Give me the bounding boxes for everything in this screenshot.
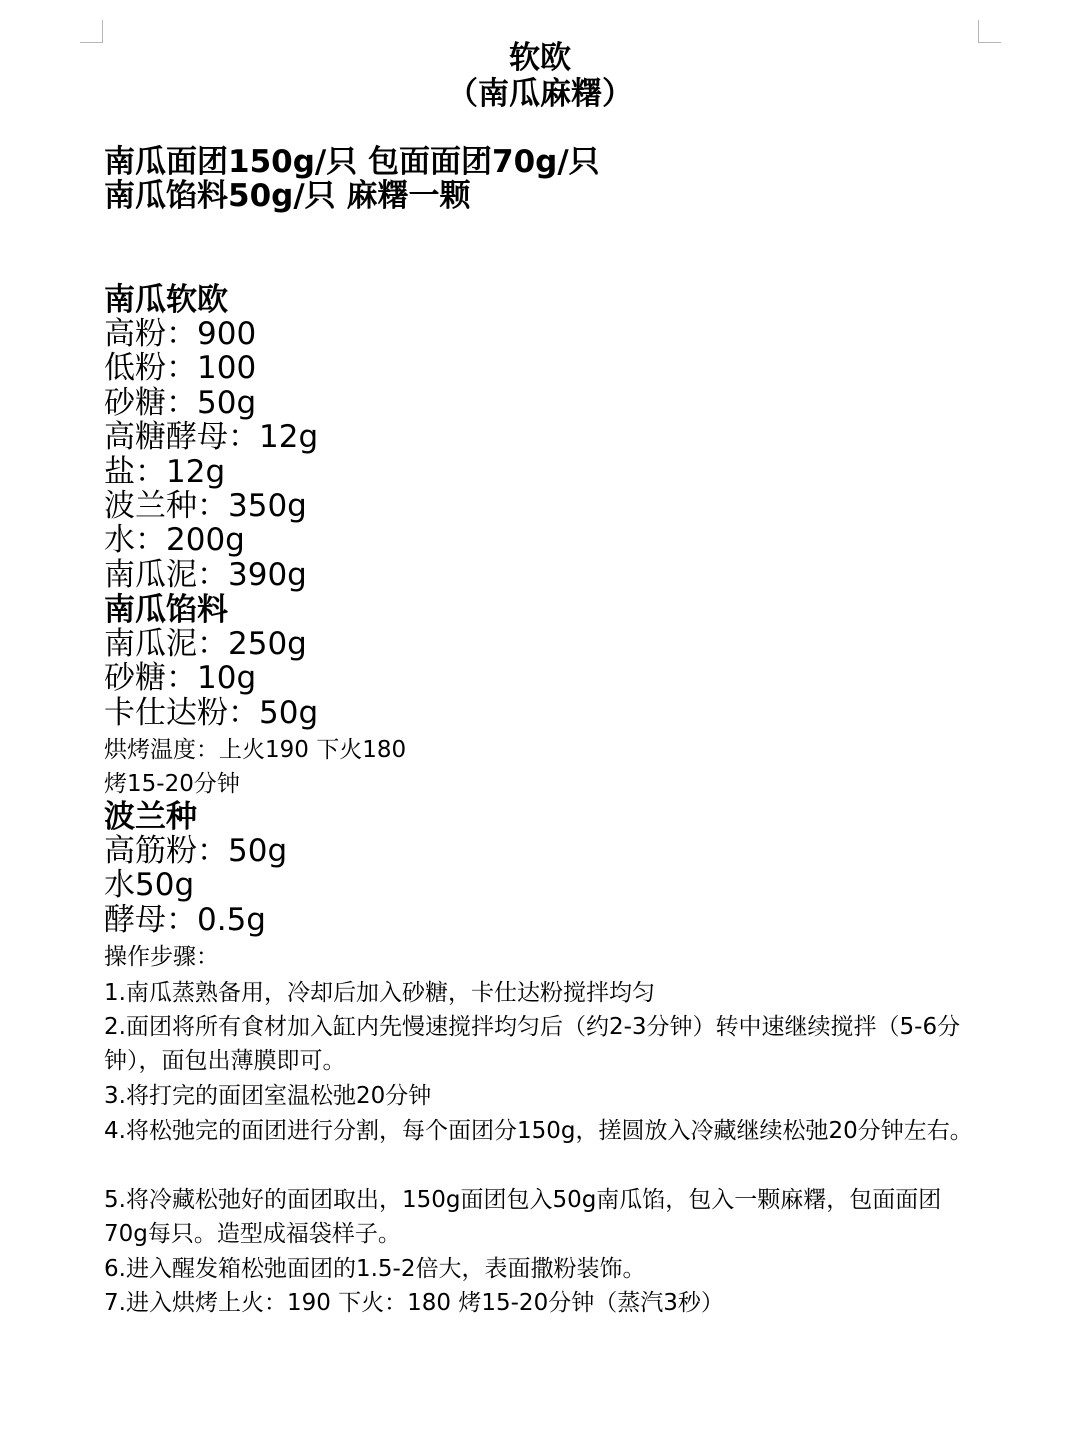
summary-line-1: 南瓜面团150g/只 包面面团70g/只: [104, 144, 600, 180]
section-heading-pumpkin-bread: 南瓜软欧: [104, 282, 228, 318]
step-item: 7.进入烘烤上火：190 下火：180 烤15-20分钟（蒸汽3秒）: [104, 1290, 724, 1316]
ingredient-line: 高糖酵母：12g: [104, 419, 319, 455]
step-item: 4.将松弛完的面团进行分割，每个面团分150g，搓圆放入冷藏继续松弛20分钟左右。: [104, 1118, 973, 1144]
ingredient-line: 低粉：100: [104, 350, 257, 386]
section-heading-poolish: 波兰种: [104, 799, 197, 835]
ingredient-line: 南瓜泥：250g: [104, 626, 307, 662]
ingredient-line: 酵母：0.5g: [104, 902, 266, 938]
step-item: 2.面团将所有食材加入缸内先慢速搅拌均匀后（约2-3分钟）转中速继续搅拌（5-6分钟），面包出薄膜即可。: [104, 1014, 961, 1074]
ingredient-line: 水50g: [104, 867, 195, 903]
ingredient-line: 高筋粉：50g: [104, 833, 288, 869]
steps-heading: 操作步骤：: [104, 944, 219, 970]
ingredient-line: 水：200g: [104, 522, 245, 558]
baking-time: 烤15-20分钟: [104, 771, 240, 797]
ingredient-line: 盐：12g: [104, 454, 226, 490]
step-item: 6.进入醒发箱松弛面团的1.5-2倍大，表面撒粉装饰。: [104, 1256, 646, 1282]
section-heading-pumpkin-filling: 南瓜馅料: [104, 592, 228, 628]
ingredient-line: 砂糖：10g: [104, 660, 257, 696]
step-item: 3.将打完的面团室温松弛20分钟: [104, 1083, 432, 1109]
baking-temperature: 烘烤温度：上火190 下火180: [104, 737, 407, 763]
summary-line-2: 南瓜馅料50g/只 麻糬一颗: [104, 178, 471, 214]
step-item: 5.将冷藏松弛好的面团取出，150g面团包入50g南瓜馅，包入一颗麻糬，包面面团70g每只。造型成福袋样子。: [104, 1187, 942, 1247]
document-subtitle: （南瓜麻糬）: [447, 76, 633, 112]
ingredient-line: 卡仕达粉：50g: [104, 695, 319, 731]
ingredient-line: 波兰种：350g: [104, 488, 307, 524]
ingredient-line: 砂糖：50g: [104, 385, 257, 421]
ingredient-line: 南瓜泥：390g: [104, 557, 307, 593]
document-title: 软欧: [509, 40, 571, 76]
step-item: 1.南瓜蒸熟备用，冷却后加入砂糖，卡仕达粉搅拌均匀: [104, 980, 655, 1006]
ingredient-line: 高粉：900: [104, 316, 257, 352]
